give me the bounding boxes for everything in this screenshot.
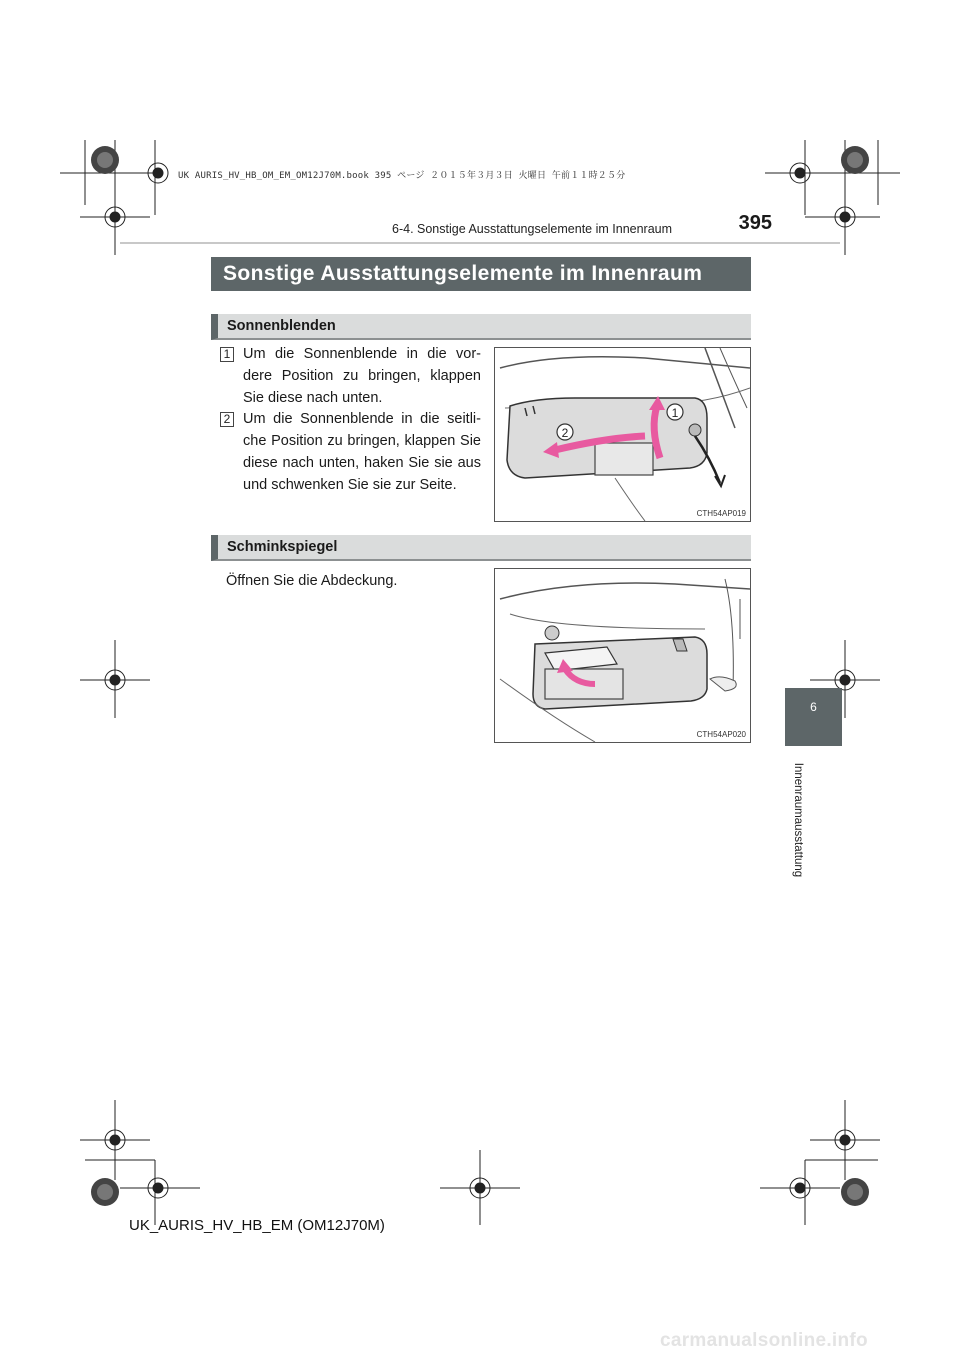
running-head: 6-4. Sonstige Ausstattungselemente im Innenraum	[392, 222, 673, 236]
sun-visor-figure	[494, 347, 751, 522]
vanity-mirror-text: Öffnen Sie die Abdeckung.	[226, 573, 398, 589]
vanity-mirror-figure	[494, 568, 751, 743]
step-number-2: 2	[220, 412, 234, 427]
print-header: UK AURIS_HV_HB_OM_EM_OM12J70M.book 395 ページ ２０１５年３月３日 火曜日 午前１１時２５分	[178, 171, 626, 181]
header-rule	[120, 242, 840, 244]
footer-document-id: UK_AURIS_HV_HB_EM (OM12J70M)	[129, 1217, 385, 1234]
page-number: 395	[738, 212, 772, 234]
chapter-label: Innenraumausstattung	[792, 762, 804, 878]
chapter-number: 6	[810, 700, 817, 714]
starburst-marks	[91, 146, 869, 1206]
step-text-1: Um die Sonnenblende in die vor-dere Position zu bringen, klappen Sie diese nach unten.	[243, 346, 481, 406]
vanity-mirror-heading: Schminkspiegel	[211, 535, 751, 561]
callout-2: 2	[561, 426, 569, 440]
callout-1: 1	[671, 406, 679, 420]
step-text-2: Um die Sonnenblende in die seitli-che Position zu bringen, klappen Sie diese nach unten, haken Sie sie aus und schwenken Sie sie zur Seite.	[243, 411, 481, 493]
sun-visor-illustration	[495, 348, 750, 521]
watermark: carmanualsonline.info	[660, 1330, 868, 1351]
figure-code-2: CTH54AP020	[696, 730, 746, 739]
step-number-1: 1	[220, 347, 234, 362]
vanity-mirror-illustration	[495, 569, 750, 742]
sun-visors-heading: Sonnenblenden	[211, 314, 751, 340]
section-title: Sonstige Ausstattungselemente im Innenraum	[211, 257, 751, 291]
figure-code-1: CTH54AP019	[696, 509, 746, 518]
